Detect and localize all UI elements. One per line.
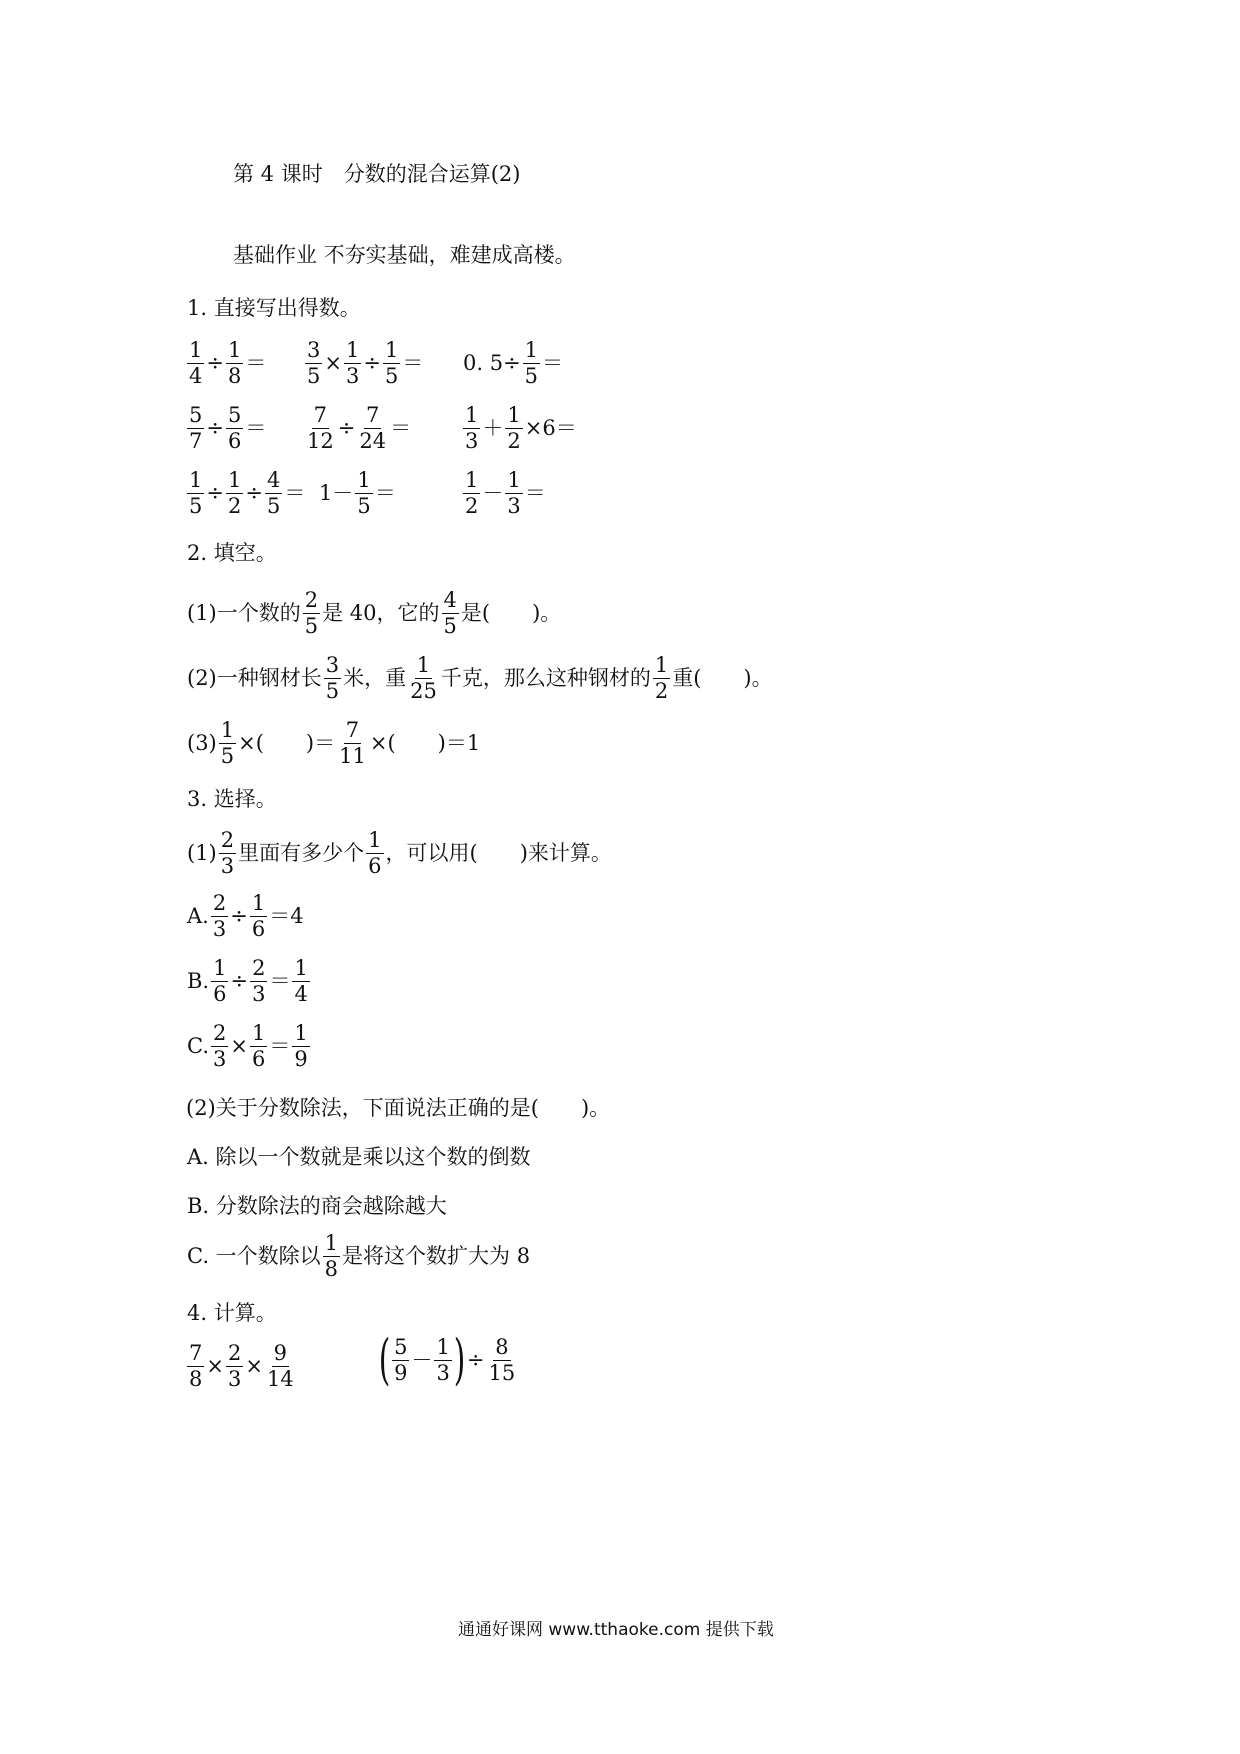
text-segment: － (482, 481, 504, 505)
fraction (434, 1334, 451, 1385)
q3-1-option-a (186, 893, 305, 940)
text-segment: ×( )＝ (238, 731, 336, 755)
text-segment: 是将这个数扩大为 8 (342, 1244, 531, 1268)
denominator: 3 (507, 494, 521, 518)
q1-row-3 (186, 470, 786, 530)
fraction (187, 1343, 204, 1390)
text-segment: (2)一种钢材长 (187, 666, 322, 690)
denominator: 3 (252, 982, 266, 1006)
denominator: 2 (465, 494, 479, 518)
q4-expression-1 (186, 1343, 297, 1390)
text-segment: － (411, 1347, 433, 1372)
arithmetic-expression (304, 340, 424, 387)
numerator: 5 (394, 1334, 408, 1359)
text-segment: ÷ (245, 481, 263, 505)
text-segment: × (230, 1034, 248, 1058)
numerator: 1 (384, 338, 399, 362)
q3-2-option-c (186, 1233, 531, 1280)
text-segment: ，可以用( )来计算。 (385, 841, 612, 865)
denominator: 6 (251, 917, 266, 941)
denominator: 5 (443, 614, 457, 638)
text-segment: ＝ (269, 1034, 291, 1058)
denominator: 8 (227, 364, 242, 388)
denominator: 6 (251, 1047, 266, 1071)
fraction (463, 470, 480, 517)
section-subtitle: 基础作业 不夯实基础，难建成高楼。 (233, 243, 576, 267)
fraction (355, 470, 372, 517)
denominator: 3 (212, 917, 227, 941)
denominator: 9 (294, 1047, 308, 1071)
numerator: 3 (307, 338, 321, 362)
arithmetic-expression (462, 405, 578, 452)
denominator: 3 (436, 1360, 450, 1385)
denominator: 5 (325, 679, 340, 703)
fraction (305, 340, 322, 387)
numerator: 1 (227, 338, 242, 362)
fraction (523, 340, 540, 387)
fraction (487, 1334, 518, 1385)
numerator: 1 (416, 653, 431, 677)
arithmetic-expression (186, 340, 267, 387)
numerator: 5 (227, 403, 242, 427)
text-segment: ＝ (374, 481, 396, 505)
numerator: 2 (252, 956, 266, 980)
denominator: 7 (189, 429, 203, 453)
fraction (344, 340, 361, 387)
arithmetic-expression (462, 470, 547, 517)
text-segment: ＝ (269, 969, 291, 993)
numerator: 2 (227, 1341, 242, 1365)
fraction (292, 958, 309, 1005)
q2-heading: 2. 填空。 (187, 541, 277, 565)
numerator: 1 (220, 718, 235, 742)
text-segment: B. (187, 969, 210, 993)
numerator: 1 (654, 653, 669, 677)
text-segment: 是 40，它的 (322, 601, 440, 625)
text-segment: ÷ (206, 416, 224, 440)
fraction (219, 720, 236, 767)
fraction (250, 1023, 267, 1070)
text-segment: ÷ (466, 1347, 485, 1372)
fraction (187, 470, 204, 517)
text-segment: ＝ (284, 481, 306, 505)
text-segment: ÷ (337, 416, 356, 440)
fraction (653, 655, 670, 702)
fraction (187, 340, 204, 387)
fraction (442, 590, 459, 637)
denominator: 3 (465, 429, 479, 453)
fraction (226, 470, 243, 517)
fraction (219, 830, 236, 877)
fraction (226, 1343, 243, 1390)
fraction (463, 405, 480, 452)
fraction (357, 405, 388, 452)
numerator: 1 (294, 956, 308, 980)
parenthesis: ( (378, 1328, 391, 1391)
numerator: 1 (368, 828, 382, 852)
q2-item-3 (186, 720, 481, 767)
fraction (505, 405, 522, 452)
text-segment: ＝ (245, 351, 267, 375)
text-segment: ÷ (363, 351, 381, 375)
fraction (265, 1343, 296, 1390)
q3-1-option-b (186, 958, 311, 1005)
fraction (211, 958, 228, 1005)
text-segment: ×( )＝1 (369, 731, 481, 755)
numerator: 2 (213, 1021, 227, 1045)
denominator: 6 (213, 982, 227, 1006)
text-segment: C. 一个数除以 (187, 1244, 321, 1268)
numerator: 7 (313, 403, 328, 427)
text-segment: × (324, 351, 342, 375)
denominator: 12 (307, 429, 334, 453)
text-segment: ＝ (390, 416, 412, 440)
text-segment: 1－ (319, 481, 354, 505)
numerator: 1 (189, 338, 203, 362)
denominator: 25 (410, 679, 437, 703)
q3-question-2: (2)关于分数除法，下面说法正确的是( )。 (186, 1096, 611, 1120)
q3-2-option-b (186, 1195, 448, 1217)
numerator: 1 (524, 338, 539, 362)
numerator: 5 (189, 403, 203, 427)
fraction (383, 340, 400, 387)
fraction (265, 470, 282, 517)
q3-1-option-c (186, 1023, 311, 1070)
text-segment: ＝ (542, 351, 564, 375)
text-segment: ＝4 (269, 904, 304, 928)
arithmetic-expression (186, 470, 306, 517)
text-segment: (1) (187, 841, 217, 865)
text-segment: ÷ (206, 481, 224, 505)
q1-row-2 (186, 405, 786, 465)
arithmetic-expression (318, 470, 397, 517)
numerator: 7 (366, 403, 380, 427)
footer-credit: 通通好课网 www.tthaoke.com 提供下载 (458, 1620, 774, 1640)
denominator: 15 (488, 1360, 516, 1385)
text-segment: × (245, 1354, 263, 1378)
denominator: 2 (507, 429, 521, 453)
q1-row-1 (186, 340, 786, 400)
text-segment: 是( )。 (460, 601, 562, 625)
fraction (305, 405, 336, 452)
fraction (250, 958, 267, 1005)
numerator: 1 (227, 468, 242, 492)
fraction (324, 655, 341, 702)
denominator: 5 (189, 494, 203, 518)
denominator: 5 (266, 494, 281, 518)
text-segment: B. 分数除法的商会越除越大 (187, 1194, 447, 1218)
numerator: 1 (357, 468, 371, 492)
numerator: 1 (251, 891, 266, 915)
denominator: 2 (654, 679, 669, 703)
numerator: 1 (251, 1021, 266, 1045)
denominator: 3 (220, 854, 235, 878)
denominator: 5 (524, 364, 539, 388)
numerator: 1 (465, 468, 479, 492)
q2-item-1 (186, 590, 562, 637)
fraction (337, 720, 368, 767)
q2-item-2 (186, 655, 774, 702)
text-segment: ÷ (230, 904, 248, 928)
page-title: 第 4 课时 分数的混合运算(2) (233, 162, 521, 186)
arithmetic-expression (304, 405, 412, 452)
numerator: 1 (345, 338, 360, 362)
text-segment: 里面有多少个 (238, 841, 365, 865)
fraction (226, 340, 243, 387)
arithmetic-expression (462, 340, 564, 387)
numerator: 1 (436, 1334, 450, 1359)
numerator: 7 (345, 718, 360, 742)
denominator: 5 (307, 364, 321, 388)
denominator: 9 (394, 1360, 408, 1385)
text-segment: ÷ (230, 969, 249, 993)
q1-heading: 1. 直接写出得数。 (187, 296, 361, 320)
fraction (505, 470, 522, 517)
denominator: 4 (294, 982, 308, 1006)
denominator: 2 (227, 494, 242, 518)
arithmetic-expression (186, 405, 267, 452)
numerator: 1 (213, 956, 227, 980)
text-segment: 千克，那么这种钢材的 (440, 666, 651, 690)
text-segment: A. 除以一个数就是乘以这个数的倒数 (187, 1145, 531, 1169)
text-segment: 米，重 (343, 666, 407, 690)
fraction (408, 655, 439, 702)
denominator: 5 (384, 364, 399, 388)
text-segment: ×6＝ (524, 416, 577, 440)
text-segment: ＝ (402, 351, 424, 375)
text-segment: ＋ (482, 416, 504, 440)
denominator: 3 (213, 1047, 227, 1071)
q3-question-1 (186, 830, 613, 877)
numerator: 4 (266, 468, 281, 492)
q3-heading: 3. 选择。 (187, 787, 277, 811)
denominator: 4 (189, 364, 203, 388)
numerator: 3 (325, 653, 340, 677)
fraction (226, 405, 243, 452)
numerator: 2 (212, 891, 227, 915)
numerator: 7 (189, 1341, 203, 1365)
denominator: 6 (227, 429, 242, 453)
text-segment: × (206, 1354, 224, 1378)
denominator: 14 (266, 1367, 294, 1391)
denominator: 8 (189, 1367, 203, 1391)
text-segment: C. (187, 1034, 209, 1058)
denominator: 24 (359, 429, 387, 453)
text-segment: (3) (187, 731, 217, 755)
text-segment: ＝ (524, 481, 546, 505)
denominator: 5 (357, 494, 371, 518)
text-segment: 重( )。 (672, 666, 773, 690)
fraction (323, 1233, 340, 1280)
denominator: 8 (324, 1257, 339, 1281)
fraction (292, 1023, 309, 1070)
q4-expression-2 (378, 1328, 518, 1391)
denominator: 3 (345, 364, 360, 388)
fraction (366, 830, 383, 877)
parenthesis: ) (453, 1328, 466, 1391)
numerator: 1 (294, 1021, 308, 1045)
fraction (392, 1334, 409, 1385)
denominator: 5 (304, 614, 319, 638)
denominator: 11 (339, 744, 366, 768)
numerator: 1 (465, 403, 479, 427)
denominator: 5 (220, 744, 235, 768)
numerator: 1 (507, 468, 521, 492)
text-segment: 0. 5÷ (463, 351, 521, 375)
q4-heading: 4. 计算。 (187, 1301, 277, 1325)
text-segment: ÷ (206, 351, 224, 375)
numerator: 4 (443, 588, 457, 612)
fraction (303, 590, 320, 637)
fraction (250, 893, 267, 940)
text-segment: ＝ (245, 416, 267, 440)
denominator: 6 (368, 854, 382, 878)
text-segment: A. (187, 904, 209, 928)
denominator: 3 (227, 1367, 242, 1391)
numerator: 1 (324, 1231, 339, 1255)
fraction (187, 405, 204, 452)
text-segment: (1)一个数的 (187, 601, 301, 625)
q3-2-option-a (186, 1146, 532, 1168)
fraction (211, 893, 228, 940)
fraction (211, 1023, 228, 1070)
numerator: 8 (495, 1334, 509, 1359)
numerator: 2 (304, 588, 319, 612)
numerator: 9 (273, 1341, 288, 1365)
numerator: 2 (220, 828, 235, 852)
numerator: 1 (189, 468, 203, 492)
numerator: 1 (507, 403, 521, 427)
